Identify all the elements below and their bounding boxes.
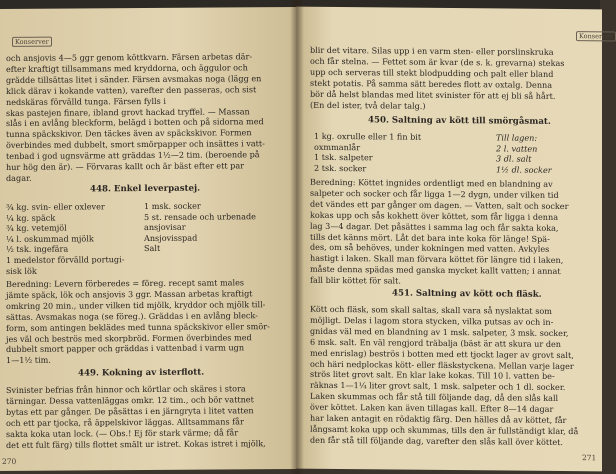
text-line: och ett par tjocka, rå äppelskivor läggas. Alltsammans får [6,416,244,428]
text-line: tills det känns mört. Låt det bara inte koka för länge! Spä- [310,231,550,244]
recipe-450-ingredients-right [496,132,596,175]
text-line: dubbelt smort papper och gräddas i vattenbad i varm ugn [6,342,245,355]
ingredient-line: ¼ kg. späck [6,212,56,223]
text-line: sakta koka utan lock. (— Obs.! Ej för stark värme; då får [6,426,239,439]
text-line: strös litet grovt salt. En klar lake kokas. Till 10 l. vatten be- [310,369,555,382]
text-line: des, om så behöves, under kokningen med vatten. Avkyles [310,242,550,255]
text-line: 1—1½ tim. [6,355,51,366]
ingredient-line: 2 tsk. socker [314,162,367,174]
text-line: jämte späck, lök och ansjovis 3 ggr. Massan arbetas kraftigt [6,288,253,300]
left-page [0,7,296,471]
text-line: 6 msk. salt. En väl rengjord träbalja (bäst är att skura ur den [310,336,562,349]
text-line: nedskäras förvälld tunga. Färsen fylls i [6,95,166,107]
text-line: över köttet. Laken kan även tillagas kall. Efter 8—14 dagar [310,401,554,415]
recipe-450-text [310,177,596,289]
recipe-448-ingredients-left [6,201,156,276]
text-line: slås i en avlång bleckform, belägd i botten och på sidorna med [6,116,264,129]
text-line: räknas 1—1¼ liter grovt salt, 1 msk. salpeter och 1 dl. socker. [310,380,566,393]
text-line: tärningar. Dessa vattenläggas omkr. 12 tim., och bör vattnet [6,394,254,406]
text-line: sättas. Avsmakas noga (se föreg.). Gräddas i en avlång bleck- [6,309,258,322]
recipe-451-text [310,304,596,448]
ingredient-line: Till lagen: [496,132,538,143]
text-line: bytas ett par gånger. De påsättas i en järngryta i litet vatten [6,405,254,417]
text-line: måste denna spädas med ganska mycket kallt vatten; i annat [310,264,561,277]
ingredient-line: ¾ kg. vetemjöl [6,222,67,234]
recipe-451-title: 451. Saltning av kött och fläsk. [392,288,542,300]
book-gutter [290,0,304,474]
ingredient-line: 1½ dl. socker [496,164,552,175]
ingredient-line: ½ tsk. ingefära [6,243,69,255]
text-line: har laken antagit en rödaktig färg. Den hälles då av köttet, får [310,412,567,426]
ingredient-line: 1 medelstor förvälld portugi- [6,254,125,265]
right-page [296,7,613,472]
text-line: det ett fult färg) tills flottet smält ur istret. Kokas istret i mjölk, [6,437,266,450]
text-line: efter kraftigt tillsammans med kryddorna, och äggulor och [6,62,248,74]
page-number-left: 270 [2,456,17,467]
text-line: upp och serveras till stekt blodpudding och palt eller bland [310,66,554,79]
recipe-450-title: 450. Saltning av kött till smörgåsmat. [368,115,551,127]
text-line: fall blir köttet för salt. [310,274,401,286]
recipe-448-ingredients-right [144,200,294,254]
page-number-right: 271 [582,453,597,463]
text-line: jes väl och beströs med skorpbröd. Formen överbindes med [6,331,252,344]
text-line: överbindes med dubbelt, smort smörpapper och insättes i vatt- [6,138,265,151]
recipe-449-title: 449. Kokning av isterflott. [78,367,205,379]
ingredient-line: ansjovisar [144,221,186,233]
text-line: grädde tillsättas litet i sänder. Färsen avsmakas noga (lägg en [6,73,262,85]
text-line: gnidas väl med en blandning av 1 msk. salpeter, 3 msk. socker, [310,325,569,338]
text-line: och häri nedplockas kött- eller fläskstyckena. Mellan varje lager [310,358,574,371]
ingredient-line: 5 st. rensade och urbenade [144,210,256,222]
text-line: omkring 20 min., under vilken tid mjölk, kryddor och mjölk till- [6,298,266,311]
text-line: den får stå till följande dag, varefter den slås kall över köttet. [310,434,563,447]
text-line: Beredning: Levern förberedes = föreg. recept samt males [6,277,245,289]
text-line: möjligt. Delas i lagom stora stycken, vilka putsas av och in- [310,314,554,327]
text-line: stekt potatis. På samma sätt beredes flott av oxtalg. Denna [310,77,553,90]
ingredient-line: Ansjovisspad [144,232,198,243]
text-line: Beredning: Köttet ingnides ordentligt med en blandning av [310,176,553,189]
chapter-tag: Konserver [12,37,52,47]
text-line: långsamt koka upp och skummas, tills den är fullständigt klar, då [310,423,579,437]
text-line: det vändes ett par gånger om dagen. — Vatten, salt och socker [310,198,569,211]
text-line: tunna späckskivor. Den täckes även av späckskivor. Formen [6,127,252,140]
text-line: och får stelna. — Fettet som är kvar (de s. k. grevarna) stekas [310,55,565,68]
right-intro-text [310,45,596,113]
text-line: hur hög den är). — Förvaras kallt och är bäst efter ett par [6,160,245,173]
recipe-448-title: 448. Enkel leverpastej. [90,183,201,195]
text-line: dagar. [6,172,32,183]
text-line: skas pastejen finare, ibland grovt hackad tryffel. — Massan [6,105,250,118]
left-intro-text [6,51,288,184]
text-line: Kött och fläsk, som skall saltas, skall vara så nyslaktat som [310,303,552,316]
recipe-449-text [6,383,288,450]
ingredient-line: 1 kg. oxrulle eller 1 fin bit [314,130,422,142]
text-line: kokas upp och sås kokhett över köttet, som får ligga i denna [310,209,559,222]
text-line: blir det vitare. Silas upp i en varm sten- eller porslinskruka [310,44,554,57]
ingredient-line: 2 l. vatten [496,143,538,154]
text-line: form, som antingen beklädes med tunna späckskivor eller smör- [6,320,270,333]
text-line: Svinister befrias från hinnor och körtlar och skäres i stora [6,383,246,395]
text-line: lag 3—4 dagar. Det påsättes i samma lag och får sakta koka, [310,220,559,233]
text-line: hastigt i laken. Skall man förvara köttet för längre tid i laken, [310,253,564,266]
text-line: (En del ister, två delar talg.) [310,99,426,111]
ingredient-line: ¾ kg. svin- eller oxlever [6,201,105,212]
text-line: tenbad i god ugnsvärme att gräddas 1½—2 tim. (beroende på [6,149,260,162]
text-line: salpeter och socker och får ligga 1—2 dygn, under vilken tid [310,187,559,200]
ingredient-line: ¼ l. oskummad mjölk [6,233,94,244]
ingredient-line: Salt [144,243,161,254]
text-line: med enrislag) beströs i botten med ett tjockt lager av grovt salt, [310,347,574,360]
ingredient-line: oxmmanlår [314,141,361,152]
text-line: klick därav i kokande vatten), varefter den passeras, och sist [6,83,257,96]
chapter-tag-right: Konserver [576,31,616,41]
ingredient-line: sisk lök [6,265,37,276]
text-line: Laken skummas och får stå till följande dag, då den slås kall [310,391,559,404]
ingredient-line: 1 tsk. salpeter [314,152,373,163]
ingredient-line: 3 dl. salt [496,153,532,164]
ingredient-line: 1 msk. socker [144,200,201,212]
text-line: och ansjovis 4—5 ggr genom köttkvarn. Färsen arbetas där- [6,51,253,63]
text-line: bör då helst blandas med litet svinister för att ej bli så hårt. [310,88,556,101]
recipe-448-text [6,277,288,366]
recipe-450-ingredients-left [314,131,474,175]
